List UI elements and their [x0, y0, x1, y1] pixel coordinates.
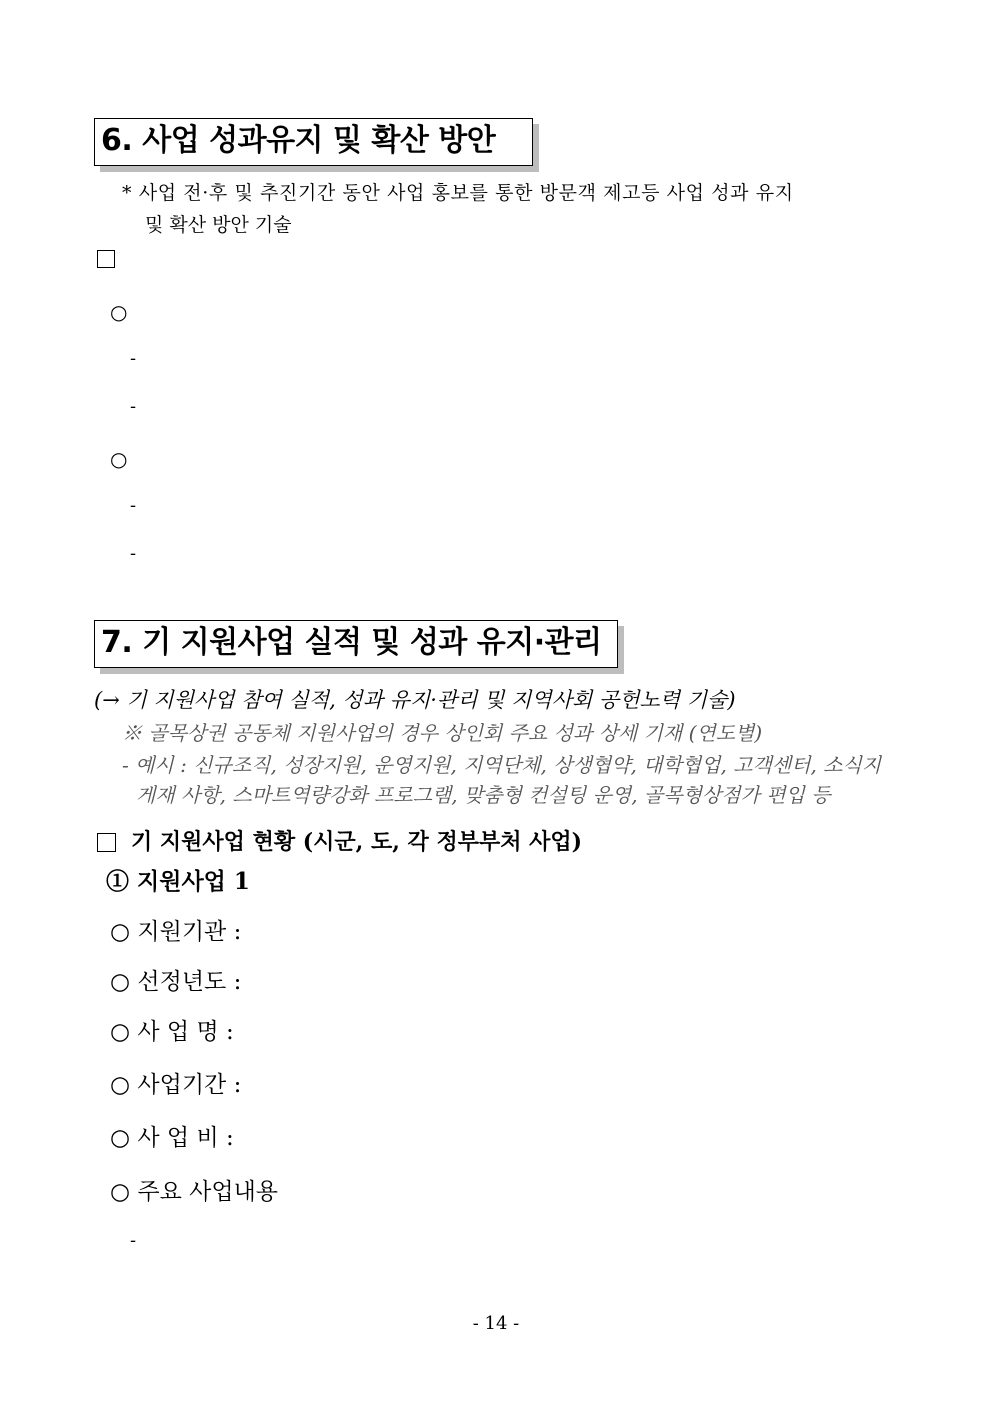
section-6-title: 6. 사업 성과유지 및 확산 방안 [101, 123, 496, 158]
status-heading: 기 지원사업 현황 (시군, 도, 각 정부부처 사업) [131, 829, 583, 855]
bullet-circle: ○ [110, 300, 128, 324]
section-7-title-box [94, 620, 618, 668]
section-6-note-line2: 및 확산 방안 기술 [145, 214, 292, 236]
section-6-note-line1: * 사업 전·후 및 추진기간 동안 사업 홍보를 통한 방문객 제고등 사업 성과 유지 [122, 182, 794, 204]
section-7-note: ※ 골목상권 공동체 지원사업의 경우 상인회 주요 성과 상세 기재 (연도별) [122, 721, 763, 745]
section-7-title: 7. 기 지원사업 실적 및 성과 유지·관리 [101, 625, 602, 660]
section-7-guide: (→ 기 지원사업 참여 실적, 성과 유지·관리 및 지역사회 공헌노력 기술) [94, 688, 736, 712]
section-6-title-box [94, 118, 533, 166]
dash-mark: - [130, 543, 137, 564]
field-project-budget: ○ 사 업 비 : [110, 1125, 234, 1151]
field-main-content: ○ 주요 사업내용 [110, 1179, 278, 1205]
section-7-example-line1: - 예시 : 신규조직, 성장지원, 운영지원, 지역단체, 상생협약, 대학협업, 고객센터, 소식지 [122, 753, 882, 777]
item-heading: ① 지원사업 1 [106, 868, 250, 895]
page-number: - 14 - [472, 1313, 520, 1334]
dash-mark: - [130, 1230, 137, 1251]
field-funding-agency: ○ 지원기관 : [110, 919, 242, 945]
dash-mark: - [130, 396, 137, 417]
checkbox-square [97, 250, 115, 268]
field-project-name: ○ 사 업 명 : [110, 1019, 234, 1045]
checkbox-square [97, 833, 116, 852]
section-7-example-line2: 게재 사항, 스마트역량강화 프로그램, 맞춤형 컨설팅 운영, 골목형상점가 편입 등 [136, 783, 831, 807]
bullet-circle: ○ [110, 447, 128, 471]
dash-mark: - [130, 348, 137, 369]
field-selection-year: ○ 선정년도 : [110, 969, 242, 995]
field-project-period: ○ 사업기간 : [110, 1072, 242, 1098]
dash-mark: - [130, 495, 137, 516]
